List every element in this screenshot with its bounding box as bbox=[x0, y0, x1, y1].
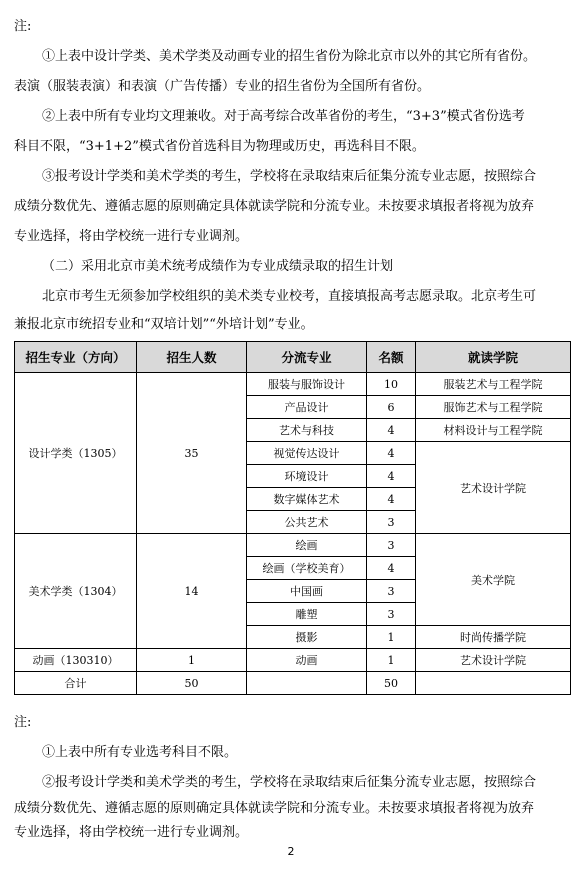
bottom-note-2-line-3: 专业选择，将由学校统一进行专业调剂。 bbox=[14, 825, 249, 840]
enrollment-plan-table bbox=[14, 341, 571, 695]
col-header-sub-major: 分流专业 bbox=[247, 342, 367, 373]
college-cell: 服装艺术与工程学院 bbox=[416, 373, 571, 396]
quota-cell: 4 bbox=[367, 419, 416, 442]
sub-major-cell: 视觉传达设计 bbox=[247, 442, 367, 465]
note-2-line-1: ②上表中所有专业均文理兼收。对于高考综合改革省份的考生，“3+3”模式省份选考 bbox=[42, 109, 525, 124]
col-header-major: 招生专业（方向） bbox=[15, 342, 137, 373]
note-1-line-1: ①上表中设计学类、美术学类及动画专业的招生省份为除北京市以外的其它所有省份。 bbox=[42, 49, 537, 64]
sub-major-cell: 公共艺术 bbox=[247, 511, 367, 534]
college-cell: 艺术设计学院 bbox=[416, 649, 571, 672]
quota-cell: 4 bbox=[367, 442, 416, 465]
section-para-line-1: 北京市考生无须参加学校组织的美术类专业校考，直接填报高考志愿录取。北京考生可 bbox=[42, 289, 537, 304]
quota-cell: 1 bbox=[367, 626, 416, 649]
college-cell: 美术学院 bbox=[416, 534, 571, 626]
sub-major-cell: 中国画 bbox=[247, 580, 367, 603]
note-3-line-3: 专业选择，将由学校统一进行专业调剂。 bbox=[14, 229, 249, 244]
table-row bbox=[15, 649, 571, 672]
total-count-cell: 50 bbox=[137, 672, 247, 695]
col-header-quota: 名额 bbox=[367, 342, 416, 373]
quota-cell: 4 bbox=[367, 557, 416, 580]
table-total-row bbox=[15, 672, 571, 695]
quota-cell: 3 bbox=[367, 603, 416, 626]
quota-cell: 3 bbox=[367, 534, 416, 557]
sub-major-cell: 摄影 bbox=[247, 626, 367, 649]
section-para-line-2: 兼报北京市统招专业和“双培计划”“外培计划”专业。 bbox=[14, 317, 314, 332]
table-header-row bbox=[15, 342, 571, 373]
bottom-note-1: ①上表中所有专业选考科目不限。 bbox=[42, 745, 238, 760]
major-cell: 美术学类（1304） bbox=[15, 534, 137, 649]
total-quota-cell: 50 bbox=[367, 672, 416, 695]
major-cell: 设计学类（1305） bbox=[15, 373, 137, 534]
sub-major-cell: 产品设计 bbox=[247, 396, 367, 419]
sub-major-cell: 数字媒体艺术 bbox=[247, 488, 367, 511]
quota-cell: 1 bbox=[367, 649, 416, 672]
college-cell: 服饰艺术与工程学院 bbox=[416, 396, 571, 419]
quota-cell: 6 bbox=[367, 396, 416, 419]
sub-major-cell: 动画 bbox=[247, 649, 367, 672]
quota-cell: 4 bbox=[367, 488, 416, 511]
sub-major-cell: 艺术与科技 bbox=[247, 419, 367, 442]
quota-cell: 3 bbox=[367, 580, 416, 603]
empty-cell bbox=[247, 672, 367, 695]
sub-major-cell: 服装与服饰设计 bbox=[247, 373, 367, 396]
page-number: 2 bbox=[287, 845, 295, 858]
note-3-line-2: 成绩分数优先、遵循志愿的原则确定具体就读学院和分流专业。未按要求填报者将视为放弃 bbox=[14, 199, 535, 214]
count-cell: 35 bbox=[137, 373, 247, 534]
count-cell: 1 bbox=[137, 649, 247, 672]
college-cell: 艺术设计学院 bbox=[416, 442, 571, 534]
sub-major-cell: 绘画（学校美育） bbox=[247, 557, 367, 580]
major-cell: 动画（130310） bbox=[15, 649, 137, 672]
sub-major-cell: 绘画 bbox=[247, 534, 367, 557]
note-2-line-2: 科目不限，“3+1+2”模式省份首选科目为物理或历史，再选科目不限。 bbox=[14, 139, 425, 154]
table-row bbox=[15, 373, 571, 396]
table-row bbox=[15, 534, 571, 557]
college-cell: 材料设计与工程学院 bbox=[416, 419, 571, 442]
section-heading: （二）采用北京市美术统考成绩作为专业成绩录取的招生计划 bbox=[42, 259, 394, 274]
notes-label: 注: bbox=[14, 715, 32, 730]
bottom-note-2-line-1: ②报考设计学类和美术学类的考生，学校将在录取结束后征集分流专业志愿，按照综合 bbox=[42, 775, 537, 790]
total-label-cell: 合计 bbox=[15, 672, 137, 695]
count-cell: 14 bbox=[137, 534, 247, 649]
bottom-note-2-line-2: 成绩分数优先、遵循志愿的原则确定具体就读学院和分流专业。未按要求填报者将视为放弃 bbox=[14, 801, 535, 816]
quota-cell: 4 bbox=[367, 465, 416, 488]
col-header-count: 招生人数 bbox=[137, 342, 247, 373]
note-1-line-2: 表演（服装表演）和表演（广告传播）专业的招生省份为全国所有省份。 bbox=[14, 79, 431, 94]
quota-cell: 10 bbox=[367, 373, 416, 396]
note-3-line-1: ③报考设计学类和美术学类的考生，学校将在录取结束后征集分流专业志愿，按照综合 bbox=[42, 169, 537, 184]
sub-major-cell: 雕塑 bbox=[247, 603, 367, 626]
quota-cell: 3 bbox=[367, 511, 416, 534]
college-cell: 时尚传播学院 bbox=[416, 626, 571, 649]
sub-major-cell: 环境设计 bbox=[247, 465, 367, 488]
notes-label: 注: bbox=[14, 19, 32, 34]
col-header-college: 就读学院 bbox=[416, 342, 571, 373]
empty-cell bbox=[416, 672, 571, 695]
